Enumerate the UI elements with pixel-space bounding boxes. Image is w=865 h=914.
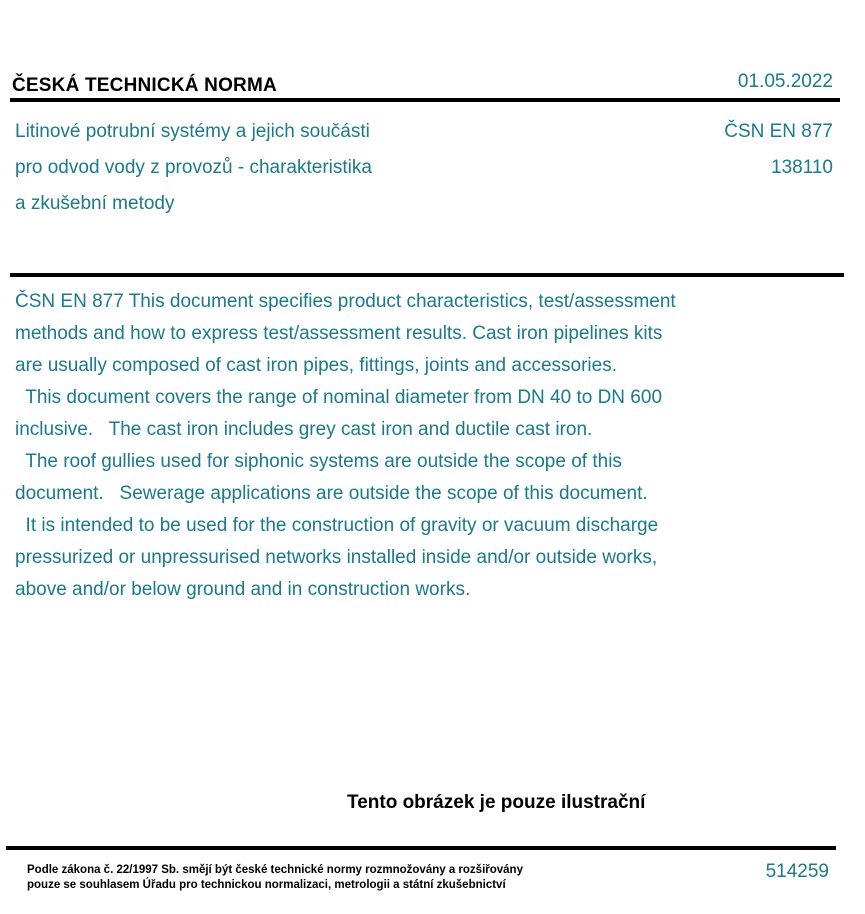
publication-date: 01.05.2022	[737, 71, 833, 92]
section-divider	[10, 273, 844, 277]
abstract-line: above and/or below ground and in construction works.	[15, 579, 471, 600]
standard-title	[15, 114, 372, 222]
abstract-line: The roof gullies used for siphonic systems are outside the scope of this	[15, 451, 622, 472]
document-number: 514259	[765, 861, 829, 882]
norm-header-title: ČESKÁ TECHNICKÁ NORMA	[12, 75, 277, 96]
abstract-line: document. Sewerage applications are outside the scope of this document.	[15, 483, 648, 504]
abstract-line: ČSN EN 877 This document specifies product characteristics, test/assessment	[15, 291, 676, 312]
legal-notice	[27, 863, 523, 893]
standard-title-line: pro odvod vody z provozů - charakteristika	[15, 157, 372, 178]
abstract-line: It is intended to be used for the construction of gravity or vacuum discharge	[15, 515, 659, 536]
abstract-line: methods and how to express test/assessment results. Cast iron pipelines kits	[15, 323, 663, 344]
abstract-line: are usually composed of cast iron pipes, fittings, joints and accessories.	[15, 355, 617, 376]
legal-notice-line: pouze se souhlasem Úřadu pro technickou normalizaci, metrologii a státní zkušebnictví	[27, 879, 506, 891]
standard-identifiers	[724, 114, 833, 186]
legal-notice-line: Podle zákona č. 22/1997 Sb. smějí být české technické normy rozmnožovány a rozšiřovány	[27, 864, 523, 876]
abstract-text	[15, 286, 815, 606]
standard-code: ČSN EN 877	[724, 121, 833, 142]
footer-divider	[6, 846, 836, 850]
abstract-line: inclusive. The cast iron includes grey cast iron and ductile cast iron.	[15, 419, 593, 440]
classification-number: 138110	[771, 157, 833, 178]
standard-title-line: Litinové potrubní systémy a jejich součásti	[15, 121, 370, 142]
abstract-line: This document covers the range of nominal diameter from DN 40 to DN 600	[15, 387, 663, 408]
standard-title-line: a zkušební metody	[15, 193, 175, 214]
illustration-notice: Tento obrázek je pouze ilustrační	[347, 792, 646, 813]
abstract-line: pressurized or unpressurised networks installed inside and/or outside works,	[15, 547, 658, 568]
header-divider	[10, 98, 840, 102]
